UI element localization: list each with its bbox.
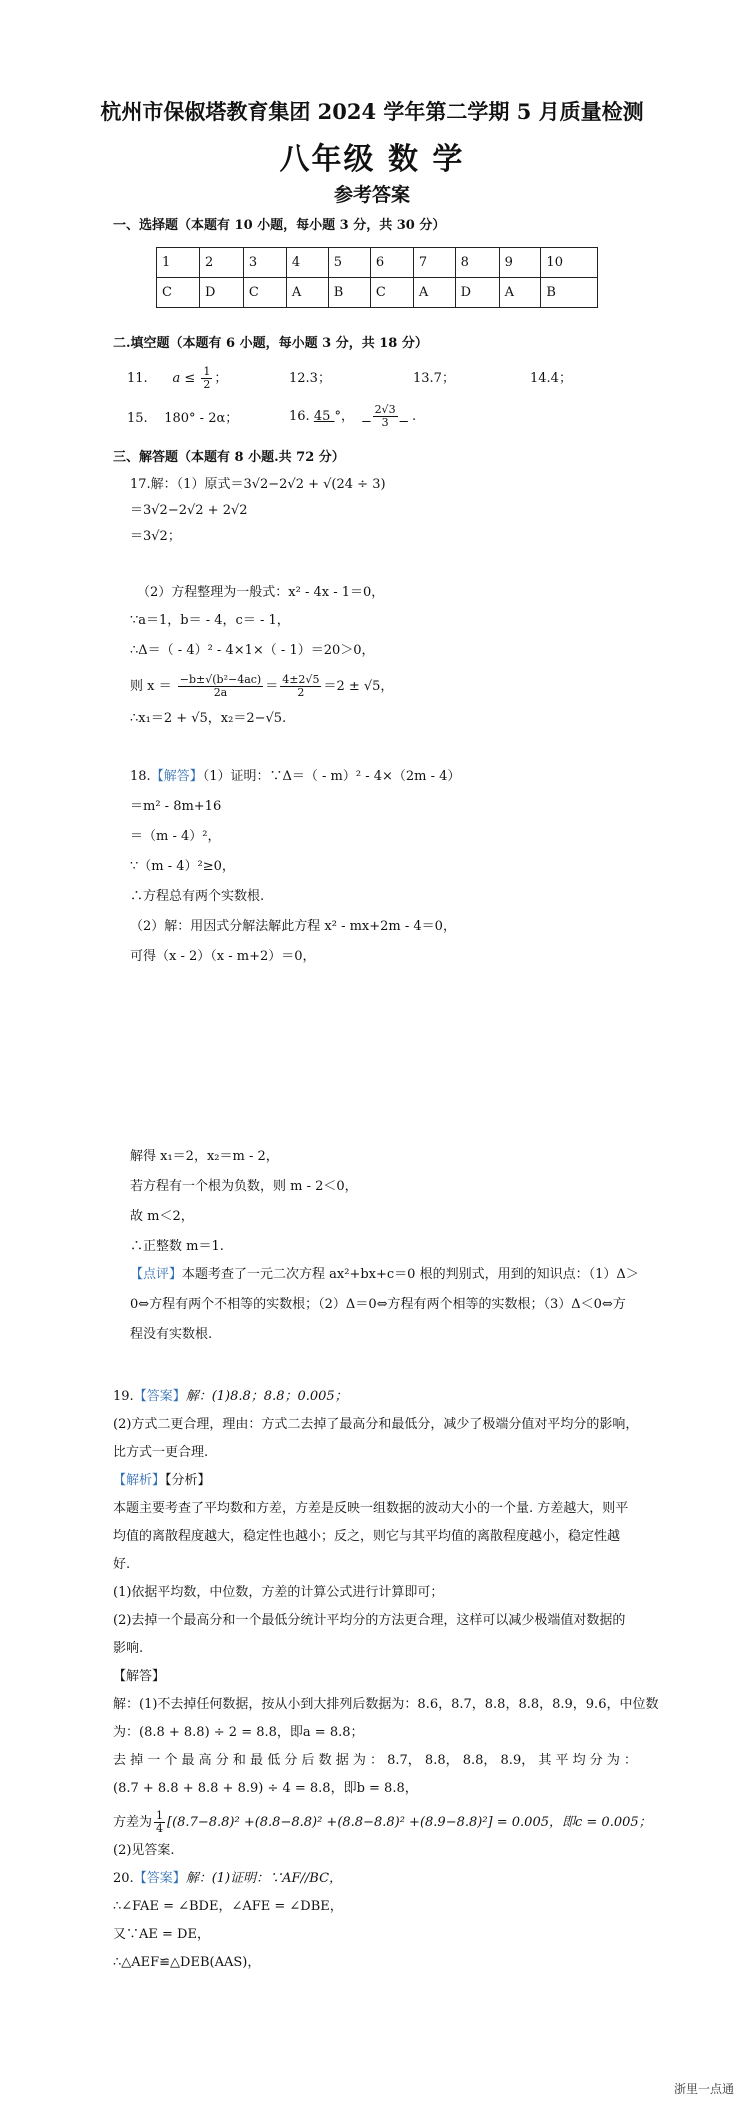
- analysis-tag: 【解析】: [113, 1473, 166, 1488]
- q17-line-3: ＝3√2；: [130, 529, 181, 544]
- denominator: 4: [156, 1822, 164, 1835]
- q19-line-8: (1)依据平均数，中位数，方差的计算公式进行计算即可；: [113, 1585, 444, 1600]
- table-cell: 4: [286, 248, 328, 278]
- q19-line-11: 【解答】: [113, 1669, 166, 1684]
- q18-line-9: 若方程有一个根为负数，则 m - 2＜0，: [130, 1179, 358, 1194]
- q18-line-10: 故 m＜2，: [130, 1209, 194, 1224]
- q20-line-2: ∴∠FAE = ∠BDE，∠AFE = ∠DBE，: [113, 1899, 343, 1914]
- table-cell: D: [199, 278, 243, 308]
- table-cell: A: [413, 278, 455, 308]
- q20-line-3: 又∵AE = DE，: [113, 1927, 210, 1942]
- section-2-heading: 二.填空题（本题有 6 小题，每小题 3 分，共 18 分）: [113, 336, 428, 351]
- table-cell: C: [243, 278, 286, 308]
- table-row-answers: [157, 278, 598, 308]
- question-number: 16.: [289, 409, 310, 424]
- q19-line-6: 均值的离散程度越大，稳定性也越小；反之，则它与其平均值的离散程度越小，稳定性越: [113, 1529, 621, 1544]
- table-cell: 6: [370, 248, 413, 278]
- fill-answer-12: 12.3；: [289, 371, 331, 386]
- fraction: [178, 674, 263, 699]
- table-cell: 7: [413, 248, 455, 278]
- table-cell: 2: [199, 248, 243, 278]
- q18-line-5: ∴方程总有两个实数根.: [130, 889, 265, 904]
- section-3-heading: 三、解答题（本题有 8 小题.共 72 分）: [113, 450, 345, 465]
- text: 本题考查了一元二次方程 ax²+bx+c＝0 根的判别式，用到的知识点：（1）Δ＞: [182, 1267, 639, 1282]
- text: 解：(1)证明：∵AF//BC，: [185, 1871, 343, 1886]
- denominator: 3: [381, 416, 389, 429]
- numerator: 1: [156, 1809, 164, 1822]
- answer-blank-1: 45: [313, 409, 335, 424]
- q17-line-8: ∴x₁＝2 + √5，x₂＝2−√5.: [130, 711, 287, 726]
- table-cell: 1: [157, 248, 200, 278]
- numerator: 4±2√5: [282, 673, 320, 686]
- q18-line-8: 解得 x₁＝2，x₂＝m - 2，: [130, 1149, 279, 1164]
- question-number: 19.: [113, 1389, 134, 1404]
- denominator: 2: [203, 378, 211, 391]
- numerator: −b±√(b²−4ac): [179, 673, 262, 686]
- fill-answer-15: [127, 410, 238, 428]
- q18-line-4: ∵（m - 4）²≥0，: [130, 859, 235, 874]
- q17-line-6: ∴Δ＝（ - 4）² - 4×1×（ - 1）＝20＞0，: [130, 643, 375, 658]
- q19-line-16: [113, 1810, 652, 1835]
- q19-line-14: 去 掉 一 个 最 高 分 和 最 低 分 后 数 据 为 ： 8.7， 8.8， 8.8， 8.9， 其 平 均 分 为 ：: [113, 1753, 638, 1768]
- q18-line-11: ∴正整数 m＝1.: [130, 1239, 224, 1254]
- fill-answer-11: [127, 366, 227, 391]
- text: ＝: [265, 679, 279, 694]
- fraction: [373, 404, 398, 429]
- numerator: 2√3: [374, 403, 396, 416]
- table-cell: 10: [541, 248, 598, 278]
- q18-line-3: ＝（m - 4）²，: [130, 829, 221, 844]
- text: 【分析】: [165, 1473, 211, 1488]
- fraction: [154, 1810, 165, 1835]
- answer-tag: 【解答】: [150, 769, 203, 784]
- q19-line-1: [113, 1388, 348, 1406]
- q19-line-10: 影响.: [113, 1641, 144, 1656]
- text: 解：(1)8.8；8.8；0.005；: [185, 1389, 348, 1404]
- numerator: 1: [203, 365, 211, 378]
- table-cell: B: [328, 278, 370, 308]
- fill-answer-16: [289, 404, 416, 429]
- exam-title: 杭州市保俶塔教育集团 2024 学年第二学期 5 月质量检测: [100, 99, 644, 124]
- footer-watermark: 浙里一点通: [673, 2082, 734, 2096]
- denominator: 2: [297, 686, 305, 699]
- q18-line-1: [130, 768, 460, 786]
- q18-line-7: 可得（x - 2）（x - m+2）＝0，: [130, 949, 316, 964]
- q19-line-3: 比方式一更合理.: [113, 1445, 209, 1460]
- q17-line-1: 17.解：（1）原式＝3√2−2√2 + √(24 ÷ 3): [130, 477, 386, 492]
- q19-line-15: (8.7 + 8.8 + 8.8 + 8.9) ÷ 4 = 8.8，即b = 8.8，: [113, 1781, 418, 1796]
- q19-line-4: [113, 1472, 211, 1490]
- table-cell: B: [541, 278, 598, 308]
- q19-line-12: 解：(1)不去掉任何数据，按从小到大排列后数据为：8.6，8.7，8.8，8.8，8.9，9.6，中位数: [113, 1697, 659, 1712]
- question-number: 15.: [127, 411, 148, 426]
- answer-tag: 【答案】: [133, 1389, 186, 1404]
- q19-line-2: (2)方式二更合理，理由：方式二去掉了最高分和最低分，减少了极端分值对平均分的影响，: [113, 1417, 639, 1432]
- punctuation: .: [411, 409, 417, 424]
- q17-line-2: ＝3√2−2√2 + 2√2: [130, 503, 248, 518]
- answer-blank-2: [362, 403, 408, 429]
- table-cell: C: [157, 278, 200, 308]
- table-cell: 9: [499, 248, 541, 278]
- degree-text: °，: [334, 409, 355, 424]
- q19-line-5: 本题主要考查了平均数和方差，方差是反映一组数据的波动大小的一个量. 方差越大，则平: [113, 1501, 629, 1516]
- table-cell: C: [370, 278, 413, 308]
- q19-line-7: 好.: [113, 1557, 131, 1572]
- fraction: [280, 674, 321, 699]
- table-cell: A: [286, 278, 328, 308]
- table-cell: 8: [455, 248, 499, 278]
- q19-line-9: (2)去掉一个最高分和一个最低分统计平均分的方法更合理，这样可以减少极端值对数据的: [113, 1613, 626, 1628]
- denominator: 2a: [213, 686, 228, 699]
- answer-text: a ≤: [172, 371, 196, 386]
- q17-line-7: [130, 674, 393, 699]
- q18-line-2: ＝m² - 8m+16: [130, 799, 222, 814]
- question-number: 11.: [127, 371, 148, 386]
- text: ＝2 ± √5，: [323, 679, 394, 694]
- fraction: [201, 366, 212, 391]
- question-number: 18.: [130, 769, 151, 784]
- table-cell: 5: [328, 248, 370, 278]
- grade-subject-title: 八年级 数 学: [279, 142, 465, 177]
- q18-comment-line-3: 程没有实数根.: [130, 1327, 213, 1342]
- answer-text: 180° - 2α；: [164, 411, 239, 426]
- q18-line-6: （2）解：用因式分解法解此方程 x² - mx+2m - 4＝0，: [130, 919, 456, 934]
- table-cell: D: [455, 278, 499, 308]
- choice-answer-table: [156, 247, 598, 308]
- section-1-heading: 一、选择题（本题有 10 小题，每小题 3 分，共 30 分）: [113, 218, 446, 233]
- fill-answer-13: 13.7；: [413, 371, 455, 386]
- q20-line-4: ∴△AEF≌△DEB(AAS)，: [113, 1955, 261, 1970]
- q20-line-1: [113, 1870, 342, 1888]
- answer-tag: 【答案】: [133, 1871, 186, 1886]
- question-number: 20.: [113, 1871, 134, 1886]
- comment-tag: 【点评】: [130, 1267, 183, 1282]
- q18-comment-line-2: 0⇔方程有两个不相等的实数根；（2）Δ＝0⇔方程有两个相等的实数根；（3）Δ＜0⇔方: [130, 1297, 626, 1312]
- text: [(8.7−8.8)² +(8.8−8.8)² +(8.8−8.8)² +(8.9−8.8)²] = 0.005，即c = 0.005；: [167, 1815, 652, 1830]
- table-cell: 3: [243, 248, 286, 278]
- fill-answer-14: 14.4；: [530, 371, 572, 386]
- table-row-numbers: [157, 248, 598, 278]
- q19-line-13: 为：(8.8 + 8.8) ÷ 2 = 8.8，即a = 8.8；: [113, 1725, 364, 1740]
- punctuation: ；: [214, 371, 228, 386]
- q18-comment-line-1: [130, 1266, 639, 1284]
- text: 方差为: [113, 1815, 153, 1830]
- text: 则 x ＝: [130, 679, 172, 694]
- table-cell: A: [499, 278, 541, 308]
- q19-line-17: (2)见答案.: [113, 1843, 175, 1858]
- answer-key-title: 参考答案: [333, 184, 410, 206]
- q17-line-4: （2）方程整理为一般式：x² - 4x - 1＝0，: [137, 585, 385, 600]
- text: （1）证明：∵Δ＝（ - m）² - 4×（2m - 4）: [202, 769, 461, 784]
- q17-line-5: ∵a＝1，b＝ - 4，c＝ - 1，: [130, 613, 290, 628]
